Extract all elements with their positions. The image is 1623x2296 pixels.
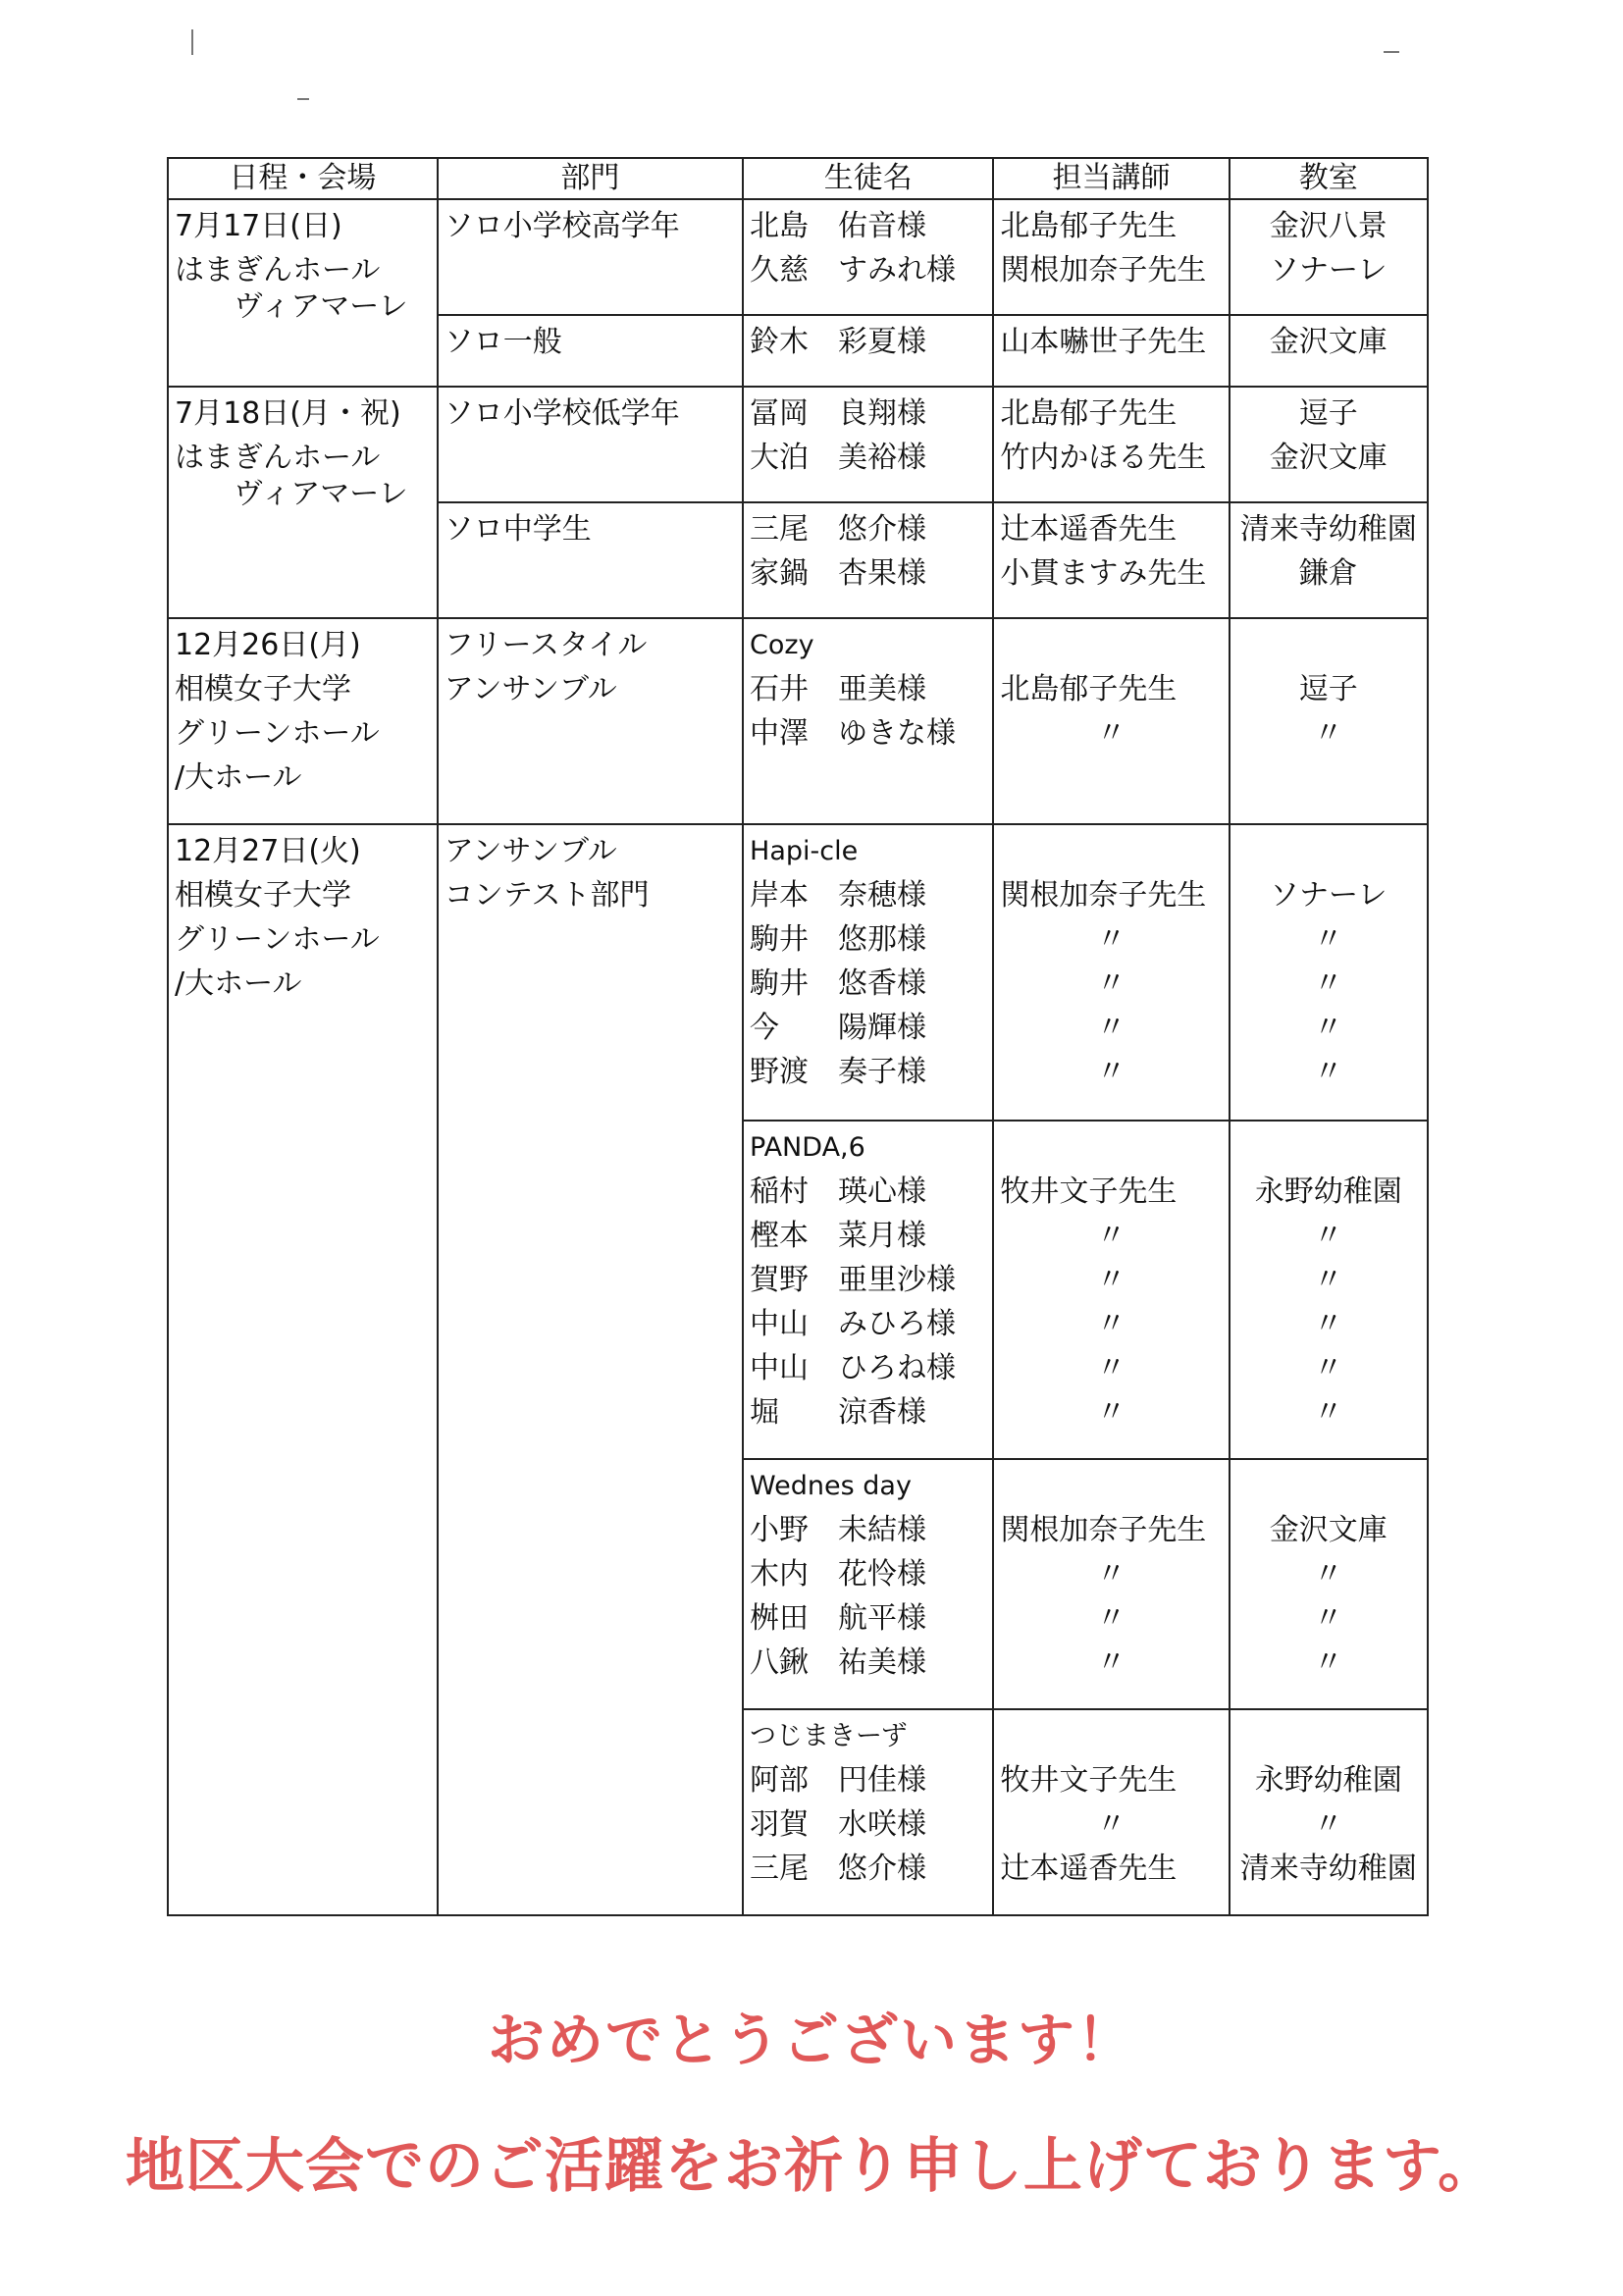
student-name: 駒井 悠那様 (750, 922, 927, 957)
group-name: Wednes day (750, 1471, 912, 1501)
ditto-mark: 〃 (1313, 1395, 1343, 1430)
group-name: つじまきーず (750, 1721, 908, 1751)
scan-mark (297, 98, 309, 100)
header-student: 生徒名 (743, 158, 993, 199)
student-cell (743, 1459, 993, 1709)
teacher-name: 竹内かほる先生 (1000, 441, 1207, 475)
division-name: ソロ一般 (444, 325, 562, 359)
division-name: アンサンブル (444, 672, 617, 706)
division-cell (438, 618, 743, 824)
student-name: 賀野 亜里沙様 (750, 1263, 957, 1297)
teacher-name: 小貫ますみ先生 (1000, 556, 1207, 591)
teacher-name: 北島郁子先生 (1000, 209, 1178, 243)
ditto-mark: 〃 (1313, 1557, 1343, 1592)
teacher-cell (993, 315, 1229, 387)
student-name: 阿部 円佳様 (750, 1763, 927, 1798)
classroom-name: 金沢八景 (1269, 209, 1387, 243)
event-date: 7月18日(月・祝) (175, 396, 401, 431)
division-cell (438, 315, 743, 387)
student-name: 中澤 ゆきな様 (750, 716, 957, 751)
ditto-mark: 〃 (1096, 1645, 1126, 1680)
venue-name: 相模女子大学 (175, 672, 351, 706)
ditto-mark: 〃 (1313, 1807, 1343, 1842)
event-date: 12月27日(火) (175, 834, 361, 868)
division-cell (438, 199, 743, 315)
classroom-cell (1230, 502, 1428, 618)
ditto-mark: 〃 (1096, 1807, 1126, 1842)
classroom-name: 鎌倉 (1298, 556, 1358, 591)
student-name: 鈴木 彩夏様 (750, 325, 927, 359)
ditto-mark: 〃 (1313, 1351, 1343, 1385)
classroom-cell (1230, 1709, 1428, 1915)
date-venue-cell (168, 824, 438, 1915)
division-name: ソロ中学生 (444, 512, 592, 547)
division-name: フリースタイル (444, 628, 648, 662)
venue-hall: ヴィアマーレ (234, 477, 408, 511)
student-name: 羽賀 水咲様 (750, 1807, 927, 1842)
event-date: 12月26日(月) (175, 628, 361, 662)
classroom-name: 金沢文庫 (1269, 325, 1387, 359)
group-name: PANDA,6 (750, 1132, 865, 1163)
classroom-name: 永野幼稚園 (1254, 1763, 1402, 1798)
classroom-cell (1230, 1121, 1428, 1459)
student-name: 今 陽輝様 (750, 1011, 927, 1045)
event-date: 7月17日(日) (175, 209, 342, 243)
student-name: 堀 涼香様 (750, 1395, 927, 1430)
ditto-mark: 〃 (1096, 1601, 1126, 1636)
venue-name: はまぎんホール (175, 441, 381, 475)
classroom-name: 逗子 (1298, 396, 1358, 431)
congratulations-heading: おめでとうございます！ (487, 2007, 1135, 2073)
teacher-name: 牧井文子先生 (1000, 1763, 1178, 1798)
teacher-cell (993, 1121, 1229, 1459)
congratulations-message: 地区大会でのご活躍をお祈り申し上げております。 (125, 2132, 1498, 2201)
teacher-cell (993, 1709, 1229, 1915)
ditto-mark: 〃 (1096, 1263, 1126, 1297)
classroom-name: 逗子 (1298, 672, 1358, 706)
student-cell (743, 502, 993, 618)
classroom-cell (1230, 824, 1428, 1121)
table-row (168, 824, 1428, 1121)
division-name: コンテスト部門 (444, 878, 650, 913)
teacher-name: 関根加奈子先生 (1000, 253, 1207, 287)
ditto-mark: 〃 (1096, 1351, 1126, 1385)
ditto-mark: 〃 (1096, 1557, 1126, 1592)
student-name: 北島 佑音様 (750, 209, 927, 243)
division-cell (438, 502, 743, 618)
division-name: アンサンブル (444, 834, 617, 868)
student-name: 石井 亜美様 (750, 672, 927, 706)
student-name: 三尾 悠介様 (750, 1852, 927, 1886)
student-name: 駒井 悠香様 (750, 966, 927, 1001)
date-venue-cell (168, 618, 438, 824)
student-name: 稲村 瑛心様 (750, 1174, 927, 1209)
venue-room: /大ホール (175, 966, 302, 1001)
ditto-mark: 〃 (1313, 1219, 1343, 1253)
teacher-name: 北島郁子先生 (1000, 672, 1178, 706)
ditto-mark: 〃 (1096, 1011, 1126, 1045)
student-name: 家鍋 杏果様 (750, 556, 927, 591)
ditto-mark: 〃 (1313, 1601, 1343, 1636)
table-row (168, 618, 1428, 824)
student-name: 木内 花怜様 (750, 1557, 927, 1592)
student-name: 樫本 菜月様 (750, 1219, 927, 1253)
student-name: 小野 未結様 (750, 1513, 927, 1547)
ditto-mark: 〃 (1313, 966, 1343, 1001)
group-name: Hapi-cle (750, 836, 859, 866)
venue-name: はまぎんホール (175, 253, 381, 287)
teacher-name: 牧井文子先生 (1000, 1174, 1178, 1209)
ditto-mark: 〃 (1313, 716, 1343, 751)
ditto-mark: 〃 (1096, 966, 1126, 1001)
student-name: 中山 ひろね様 (750, 1351, 957, 1385)
teacher-cell (993, 824, 1229, 1121)
division-cell (438, 824, 743, 1915)
ditto-mark: 〃 (1096, 1395, 1126, 1430)
student-name: 久慈 すみれ様 (750, 253, 957, 287)
student-cell (743, 618, 993, 824)
header-division: 部門 (438, 158, 743, 199)
teacher-cell (993, 387, 1229, 502)
classroom-name: 清来寺幼稚園 (1239, 1852, 1417, 1886)
student-cell (743, 824, 993, 1121)
header-teacher: 担当講師 (993, 158, 1229, 199)
student-name: 野渡 奏子様 (750, 1055, 927, 1089)
venue-hall: グリーンホール (175, 922, 380, 957)
ditto-mark: 〃 (1313, 922, 1343, 957)
ditto-mark: 〃 (1096, 1055, 1126, 1089)
classroom-cell (1230, 618, 1428, 824)
student-cell (743, 315, 993, 387)
teacher-name: 辻本遥香先生 (1000, 1852, 1178, 1886)
group-name: Cozy (750, 630, 814, 660)
teacher-name: 関根加奈子先生 (1000, 878, 1207, 913)
teacher-name: 山本嚇世子先生 (1000, 325, 1207, 359)
venue-hall: グリーンホール (175, 716, 380, 751)
table-row (168, 387, 1428, 502)
teacher-cell (993, 502, 1229, 618)
table-header-row (168, 158, 1428, 199)
student-cell (743, 1709, 993, 1915)
ditto-mark: 〃 (1313, 1645, 1343, 1680)
classroom-cell (1230, 315, 1428, 387)
date-venue-cell (168, 199, 438, 387)
student-cell (743, 1121, 993, 1459)
division-name: ソロ小学校高学年 (444, 209, 680, 243)
classroom-cell (1230, 1459, 1428, 1709)
teacher-cell (993, 1459, 1229, 1709)
student-name: 桝田 航平様 (750, 1601, 927, 1636)
venue-hall: ヴィアマーレ (234, 289, 408, 324)
header-date-venue: 日程・会場 (168, 158, 438, 199)
table-row (168, 199, 1428, 315)
venue-room: /大ホール (175, 760, 302, 795)
student-cell (743, 387, 993, 502)
date-venue-cell (168, 387, 438, 618)
student-name: 冨岡 良翔様 (750, 396, 927, 431)
ditto-mark: 〃 (1096, 716, 1126, 751)
teacher-name: 辻本遥香先生 (1000, 512, 1178, 547)
ditto-mark: 〃 (1096, 1219, 1126, 1253)
results-table (167, 157, 1429, 1916)
classroom-cell (1230, 199, 1428, 315)
teacher-name: 関根加奈子先生 (1000, 1513, 1207, 1547)
ditto-mark: 〃 (1313, 1263, 1343, 1297)
scan-mark (1384, 51, 1399, 53)
student-cell (743, 199, 993, 315)
classroom-name: 金沢文庫 (1269, 1513, 1387, 1547)
teacher-name: 北島郁子先生 (1000, 396, 1178, 431)
teacher-cell (993, 618, 1229, 824)
scan-mark (191, 29, 193, 55)
classroom-name: ソナーレ (1270, 253, 1387, 287)
student-name: 八鍬 祐美様 (750, 1645, 927, 1680)
student-name: 三尾 悠介様 (750, 512, 927, 547)
classroom-name: 清来寺幼稚園 (1239, 512, 1417, 547)
division-name: ソロ小学校低学年 (444, 396, 680, 431)
ditto-mark: 〃 (1096, 922, 1126, 957)
classroom-name: 金沢文庫 (1269, 441, 1387, 475)
venue-name: 相模女子大学 (175, 878, 351, 913)
student-name: 大泊 美裕様 (750, 441, 927, 475)
student-name: 岸本 奈穂様 (750, 878, 927, 913)
header-classroom: 教室 (1230, 158, 1428, 199)
classroom-cell (1230, 387, 1428, 502)
classroom-name: 永野幼稚園 (1254, 1174, 1402, 1209)
ditto-mark: 〃 (1313, 1011, 1343, 1045)
ditto-mark: 〃 (1313, 1055, 1343, 1089)
ditto-mark: 〃 (1313, 1307, 1343, 1341)
classroom-name: ソナーレ (1270, 878, 1387, 913)
ditto-mark: 〃 (1096, 1307, 1126, 1341)
division-cell (438, 387, 743, 502)
teacher-cell (993, 199, 1229, 315)
student-name: 中山 みひろ様 (750, 1307, 957, 1341)
